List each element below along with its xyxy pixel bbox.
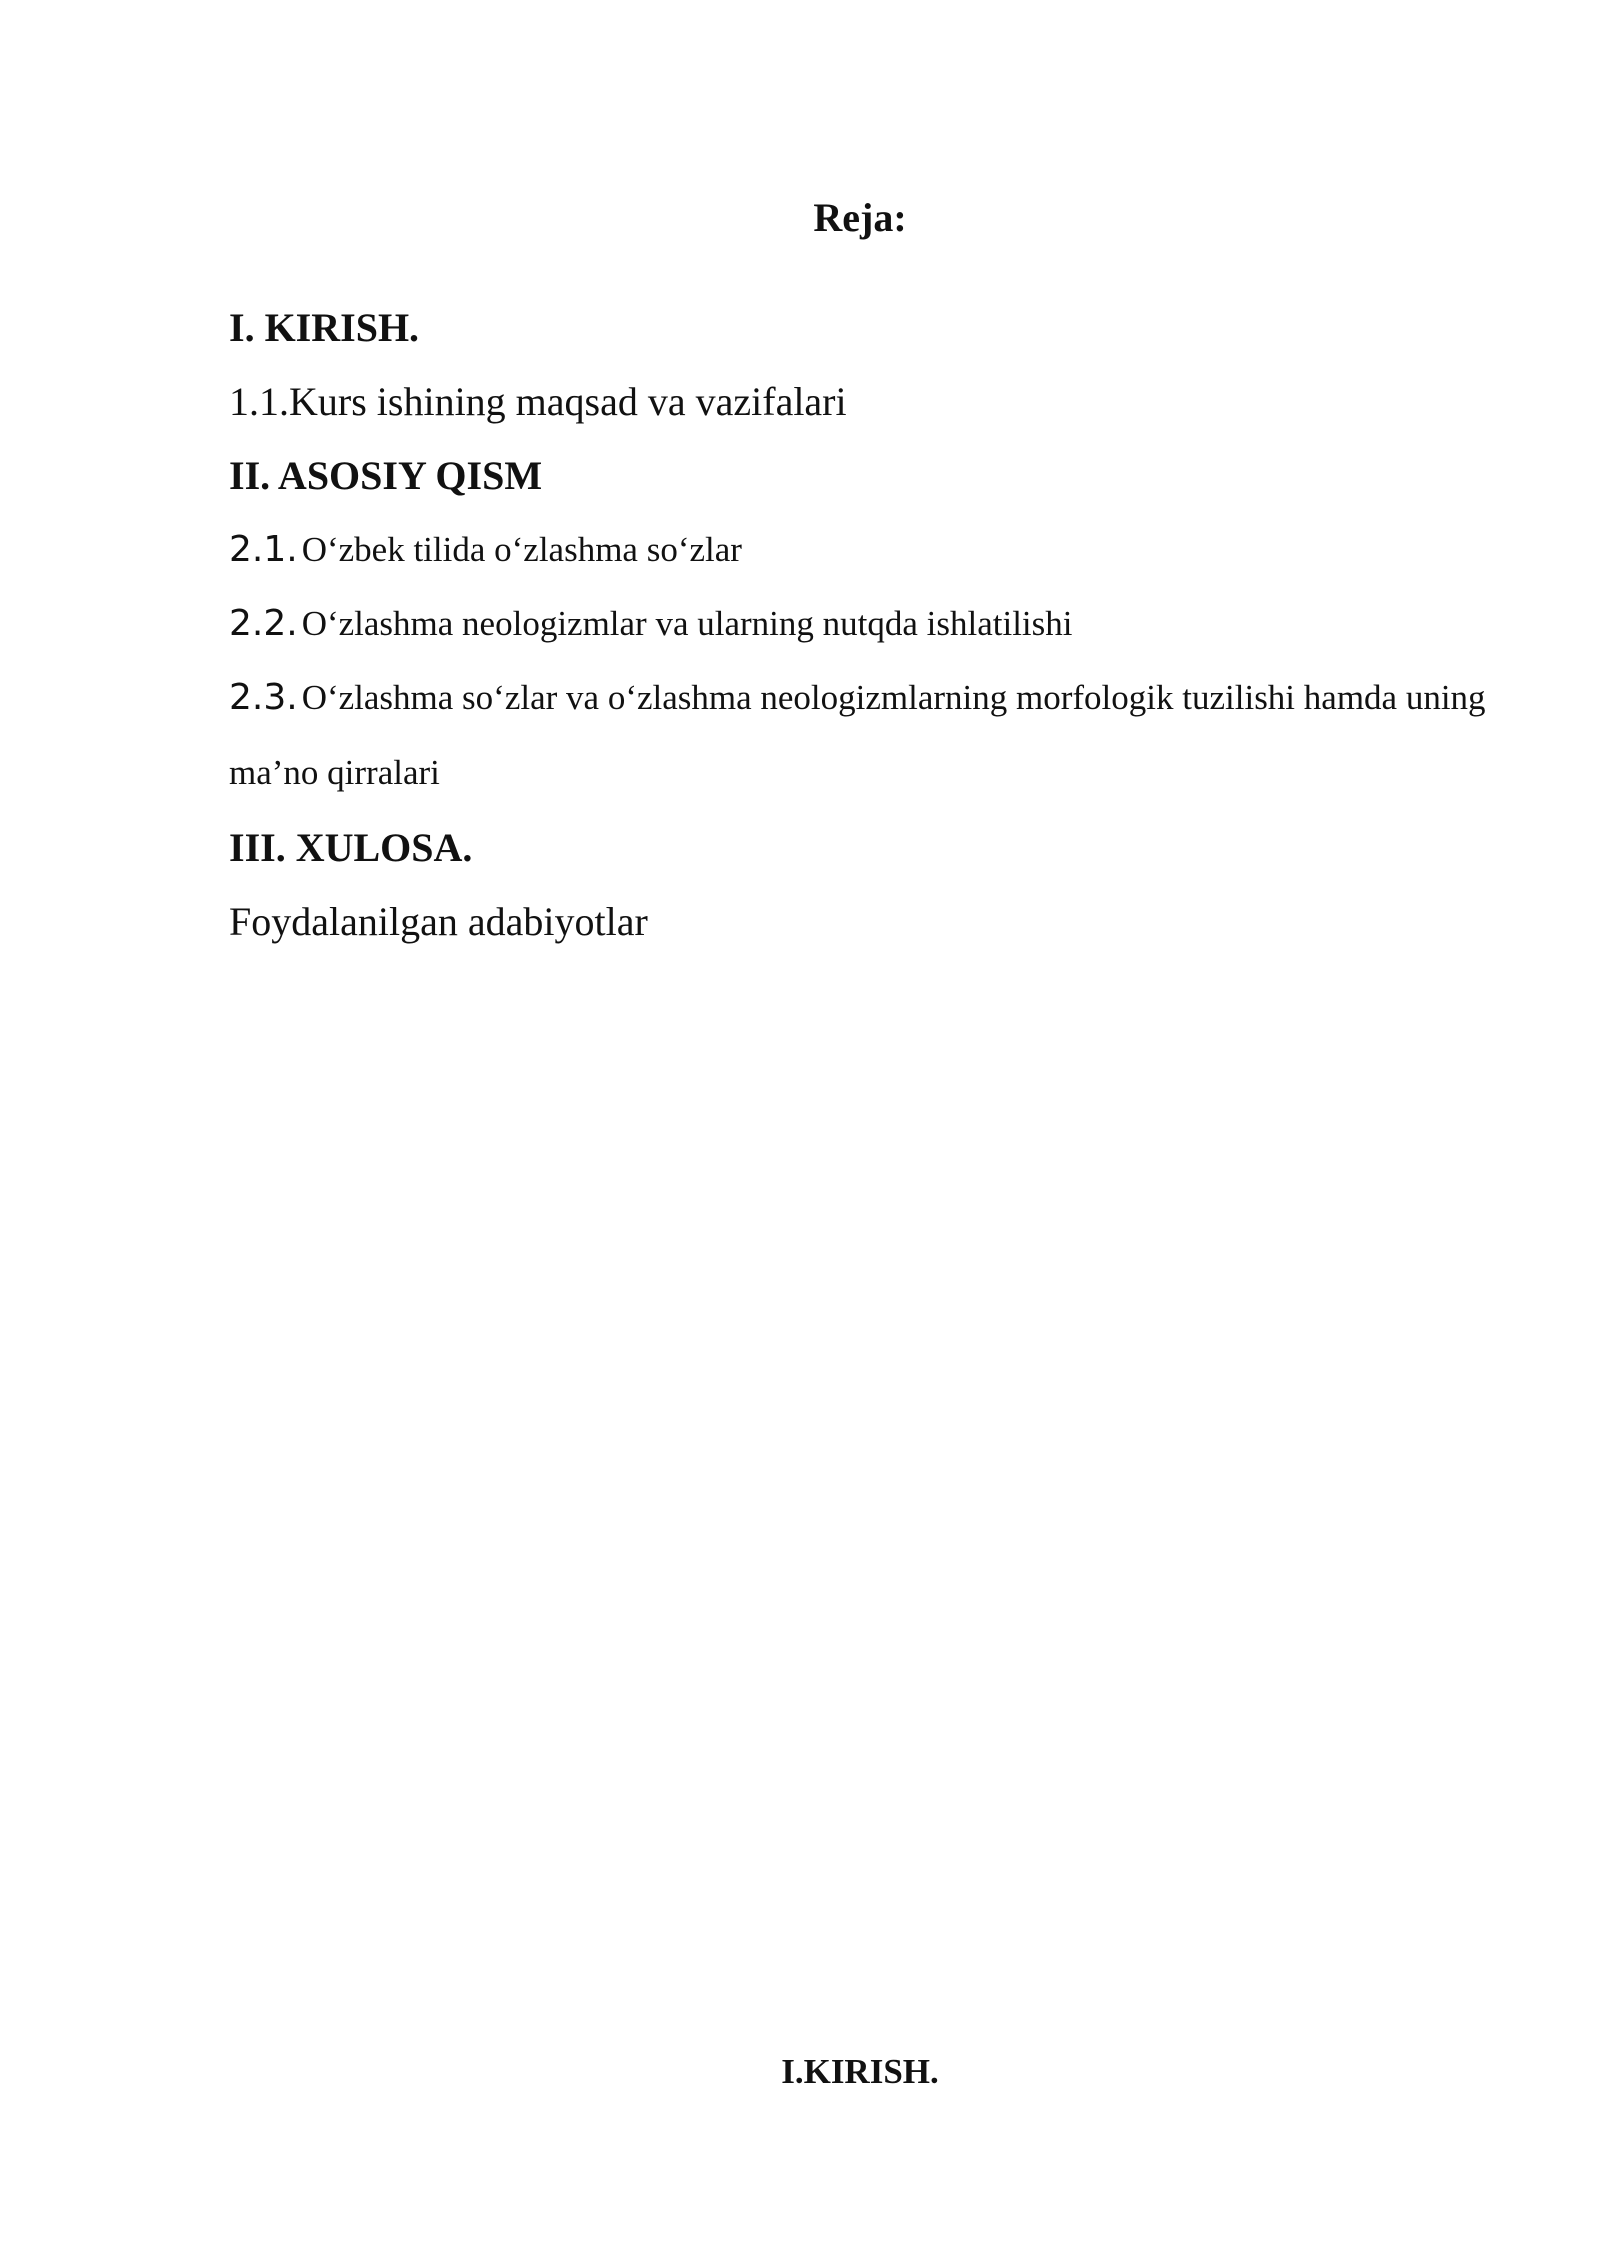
references-item: Foydalanilgan adabiyotlar: [229, 899, 648, 944]
section-conclusion-heading: III. XULOSA.: [229, 825, 473, 870]
section-main-heading: II. ASOSIY QISM: [229, 453, 543, 498]
subsection-number: 2.1.: [229, 529, 298, 570]
subsection-2-1: [229, 522, 1489, 596]
next-section-heading: I.KIRISH.: [781, 2052, 939, 2091]
subsection-number: 2.3.: [229, 677, 298, 718]
section-intro-heading: I. KIRISH.: [229, 305, 420, 350]
subsection-1-1: 1.1.Kurs ishining maqsad va vazifalari: [229, 379, 847, 424]
subsection-number: 2.2.: [229, 603, 298, 644]
subsection-2-3: [229, 664, 1489, 814]
subsection-text: O‘zlashma neologizmlar va ularning nutqda ishlatilishi: [301, 604, 1073, 643]
table-of-contents: [229, 300, 1489, 968]
subsection-2-2: [229, 596, 1489, 670]
plan-title: Reja:: [813, 195, 907, 240]
subsection-text: O‘zbek tilida o‘zlashma so‘zlar: [301, 530, 742, 569]
subsection-text: O‘zlashma so‘zlar va o‘zlashma neologizmlarning morfologik tuzilishi hamda uning ma’no qirralari: [229, 678, 1486, 792]
